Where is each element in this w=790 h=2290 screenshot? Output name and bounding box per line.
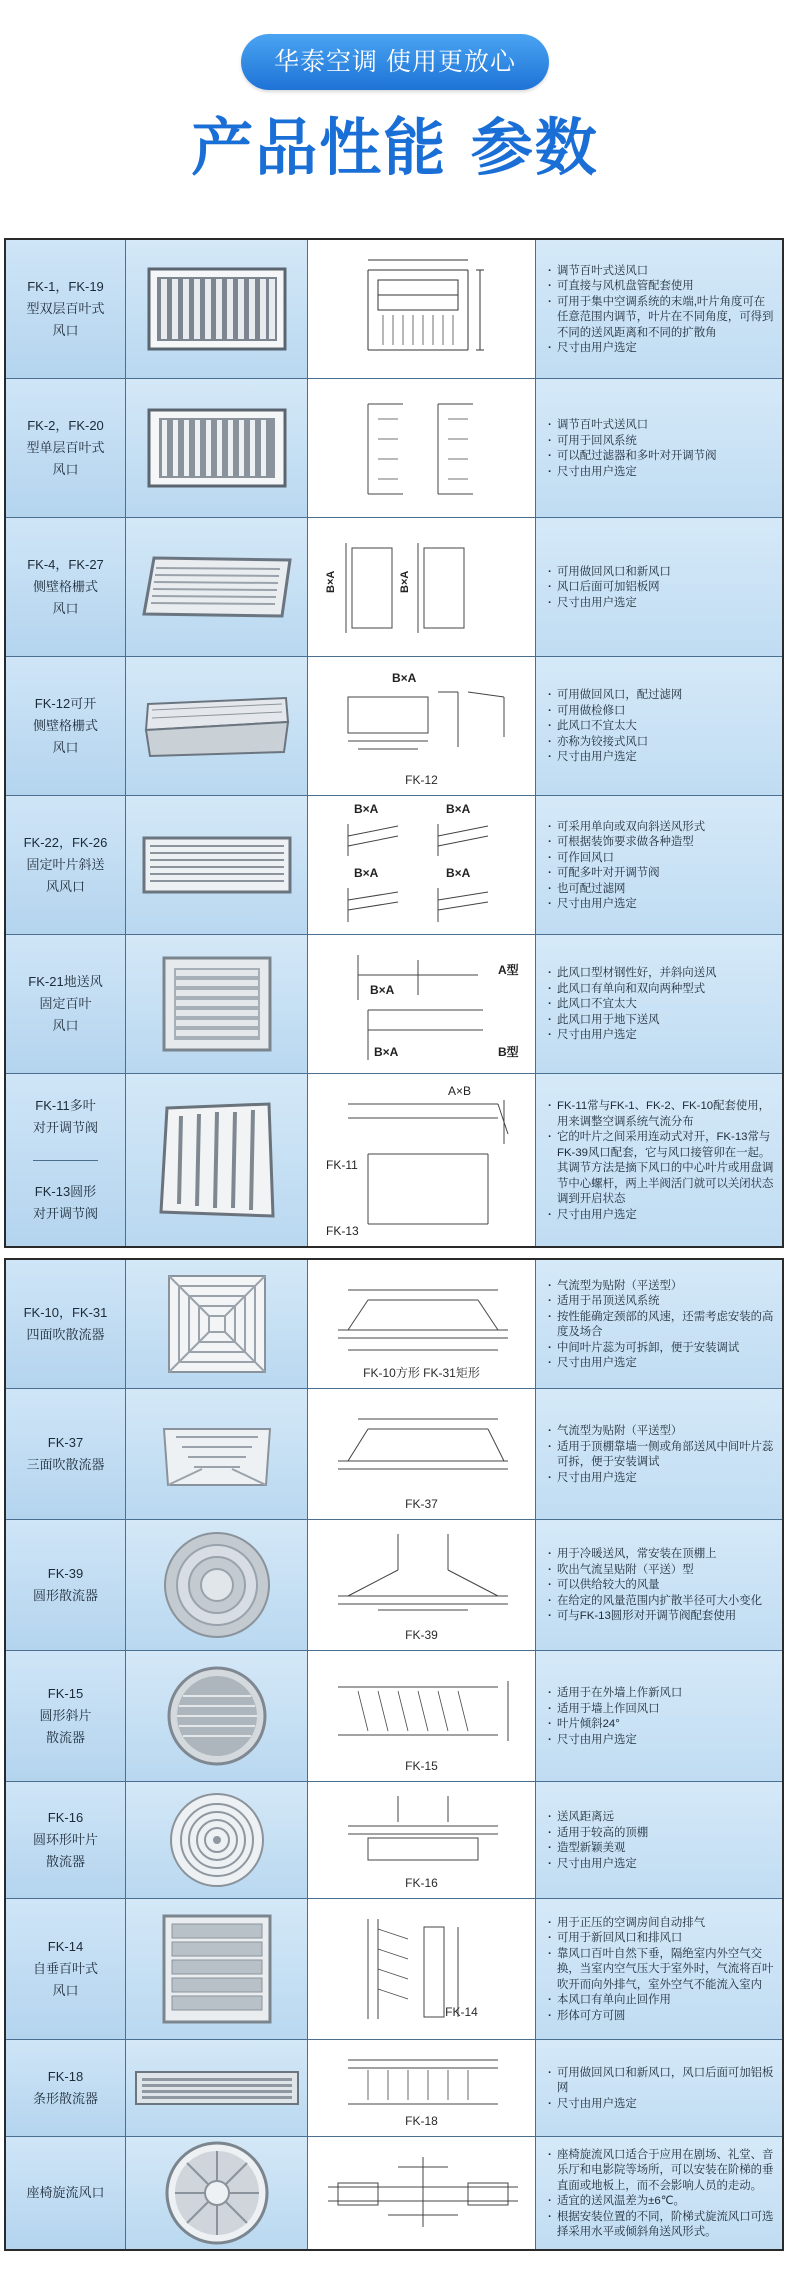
spec-row [6, 1650, 782, 1781]
square-four-way-diffuser-photo [126, 1260, 308, 1388]
feature-list: · 调节百叶式送风口 · 可用于回风系统 · 可以配过滤器和多叶对开调节阀 · 尺寸由用户选定 [536, 379, 782, 517]
drawing-caption: FK-39 [405, 1628, 438, 1642]
product-name: FK-2，FK-20 型单层百叶式 风口 [6, 379, 126, 517]
feature-list: · 气流型为贴附（平送型） · 适用于吊顶送风系统 · 按性能确定颈部的风速，还需考虑安装的高度及场合 · 中间叶片蕊为可拆卸，便于安装调试 · 尺寸由用户选定 [536, 1260, 782, 1388]
feature-list: · 用于正压的空调房间自动排气 · 可用于新回风口和排风口 · 靠风口百叶自然下垂，隔绝室内外空气交换，当室内空气压大于室外时，气流将百叶吹开而向外排气，室外空气不能流入室内 · 本风口有单向止回作用 · 形体可方可圆 [536, 1899, 782, 2039]
dimension-label: B×A [446, 866, 471, 880]
technical-drawing [308, 1899, 536, 2039]
multi-blade-damper-photo [126, 1074, 308, 1246]
double-louver-grille-photo [126, 240, 308, 378]
product-name: FK-10，FK-31 四面吹散流器 [6, 1260, 126, 1388]
spec-row [6, 2039, 782, 2136]
product-name: FK-15 圆形斜片 散流器 [6, 1651, 126, 1781]
technical-drawing [308, 240, 536, 378]
feature-list: · 此风口型材钢性好，并斜向送风 · 此风口有单向和双向两种型式 · 此风口不宜太大 · 此风口用于地下送风 · 尺寸由用户选定 [536, 935, 782, 1073]
spec-row [6, 1260, 782, 1388]
grille-spec-table [4, 238, 784, 1248]
spec-row [6, 1898, 782, 2039]
technical-drawing [308, 1782, 536, 1898]
single-louver-grille-photo [126, 379, 308, 517]
spec-row [6, 1388, 782, 1519]
page-title: 产品性能 参数 [191, 111, 599, 184]
slogan-pill: 华泰空调 使用更放心 [241, 34, 549, 90]
technical-drawing [308, 796, 536, 934]
feature-list: · 可采用单向或双向斜送风形式 · 可根据装饰要求做各种造型 · 可作回风口 · 可配多叶对开调节阀 · 也可配过滤网 · 尺寸由用户选定 [536, 796, 782, 934]
spec-row [6, 1073, 782, 1246]
diffuser-spec-table [4, 1258, 784, 2251]
feature-list: · 适用于在外墙上作新风口 · 适用于墙上作回风口 · 叶片倾斜24° · 尺寸由用户选定 [536, 1651, 782, 1781]
dimension-label: B×A [370, 983, 395, 997]
technical-drawing [308, 2040, 536, 2136]
dimension-label: A×B [448, 1084, 472, 1098]
technical-drawing [308, 1389, 536, 1519]
fk13-label: FK-13 [326, 1224, 359, 1238]
three-way-diffuser-photo [126, 1389, 308, 1519]
product-name: FK-11多叶 对开调节阀 FK-13圆形 对开调节阀 [6, 1074, 126, 1246]
technical-drawing [308, 1520, 536, 1650]
feature-list: · FK-11常与FK-1、FK-2、FK-10配套使用，用来调整空调系统气流分布 · 它的叶片之间采用连动式对开，FK-13常与FK-39风口配套，它与风口接管卯在一起。其调节方法是摘下风口的中心叶片或用盘调节中心螺杆，两上半阀活门就可以关闭状态调到开启状态 · 尺寸由用户选定 [536, 1074, 782, 1246]
drawing-caption: FK-15 [405, 1759, 438, 1773]
technical-drawing [308, 379, 536, 517]
drawing-caption: FK-12 [405, 773, 438, 787]
product-name: FK-12可开 侧壁格栅式 风口 [6, 657, 126, 795]
product-name: FK-18 条形散流器 [6, 2040, 126, 2136]
floor-grille-photo [126, 935, 308, 1073]
svg-text:B×A: B×A [325, 570, 337, 593]
spec-row [6, 1781, 782, 1898]
feature-list: · 可用做回风口和新风口，风口后面可加铝板网 · 尺寸由用户选定 [536, 2040, 782, 2136]
dimension-label: B×A [374, 1045, 399, 1059]
type-a-label: A型 [498, 963, 519, 977]
round-slant-blade-diffuser-photo [126, 1651, 308, 1781]
product-name: FK-1，FK-19 型双层百叶式 风口 [6, 240, 126, 378]
dimension-label: B×A [354, 802, 379, 816]
spec-row [6, 517, 782, 656]
feature-list: · 座椅旋流风口适合于应用在剧场、礼堂、音乐厅和电影院等场所，可以安装在阶梯的垂直面或地板上，而不会影响人员的走动。 · 适宜的送风温差为±6℃。 · 根据安装位置的不同，阶梯式旋流风口可选择采用水平或倾斜角送风形式。 [536, 2137, 782, 2249]
drawing-caption: FK-16 [405, 1876, 438, 1890]
product-name: FK-37 三面吹散流器 [6, 1389, 126, 1519]
technical-drawing [308, 2137, 536, 2249]
round-diffuser-photo [126, 1520, 308, 1650]
technical-drawing [308, 657, 536, 795]
drawing-caption: FK-37 [405, 1497, 438, 1511]
product-name: FK-21地送风 固定百叶 风口 [6, 935, 126, 1073]
technical-drawing [308, 518, 536, 656]
dimension-label: B×A [392, 671, 417, 685]
feature-list: · 调节百叶式送风口 · 可直接与风机盘管配套使用 · 可用于集中空调系统的末端,叶片角度可在任意范围内调节，叶片在不同角度，可得到不同的送风距离和不同的扩散角 · 尺寸由用户选定 [536, 240, 782, 378]
feature-list: · 用于冷暖送风，常安装在顶棚上 · 吹出气流呈贴附（平送）型 · 可以供给较大的风量 · 在给定的风量范围内扩散半径可大小变化 · 可与FK-13圆形对开调节阀配套使用 [536, 1520, 782, 1650]
dimension-label: B×A [446, 802, 471, 816]
drawing-caption: FK-18 [405, 2114, 438, 2128]
product-name: 座椅旋流风口 [6, 2137, 126, 2249]
technical-drawing [308, 935, 536, 1073]
spec-row [6, 934, 782, 1073]
spec-row [6, 2136, 782, 2249]
page-header [0, 0, 790, 238]
spec-row [6, 795, 782, 934]
spec-row [6, 240, 782, 378]
feature-list: · 气流型为贴附（平送型） · 适用于顶棚靠墙一侧或角部送风中间叶片蕊可拆，便于安装调试 · 尺寸由用户选定 [536, 1389, 782, 1519]
product-name: FK-14 自垂百叶式 风口 [6, 1899, 126, 2039]
linear-slot-diffuser-photo [126, 2040, 308, 2136]
product-name: FK-4，FK-27 侧壁格栅式 风口 [6, 518, 126, 656]
svg-text:B×A: B×A [399, 570, 411, 593]
spec-row [6, 1519, 782, 1650]
product-name: FK-16 圆环形叶片 散流器 [6, 1782, 126, 1898]
type-b-label: B型 [498, 1045, 519, 1059]
side-wall-grille-photo [126, 518, 308, 656]
fixed-blade-grille-photo [126, 796, 308, 934]
feature-list: · 可用做回风口，配过滤网 · 可用做检修口 · 此风口不宜太大 · 亦称为铰接式风口 · 尺寸由用户选定 [536, 657, 782, 795]
hinged-grille-photo [126, 657, 308, 795]
gravity-louver-photo [126, 1899, 308, 2039]
product-name: FK-39 圆形散流器 [6, 1520, 126, 1650]
spec-row [6, 378, 782, 517]
technical-drawing [308, 1651, 536, 1781]
ring-blade-diffuser-photo [126, 1782, 308, 1898]
dimension-label: B×A [354, 866, 379, 880]
drawing-caption: FK-10方形 FK-31矩形 [363, 1366, 480, 1380]
spec-row [6, 656, 782, 795]
technical-drawing [308, 1260, 536, 1388]
drawing-caption: FK-14 [445, 2005, 478, 2019]
feature-list: · 可用做回风口和新风口 · 风口后面可加铝板网 · 尺寸由用户选定 [536, 518, 782, 656]
feature-list: · 送风距离远 · 适用于较高的顶棚 · 造型新颖美观 · 尺寸由用户选定 [536, 1782, 782, 1898]
product-name: FK-22，FK-26 固定叶片斜送 风风口 [6, 796, 126, 934]
seat-swirl-diffuser-photo [126, 2137, 308, 2249]
fk11-label: FK-11 [326, 1158, 358, 1172]
technical-drawing [308, 1074, 536, 1246]
